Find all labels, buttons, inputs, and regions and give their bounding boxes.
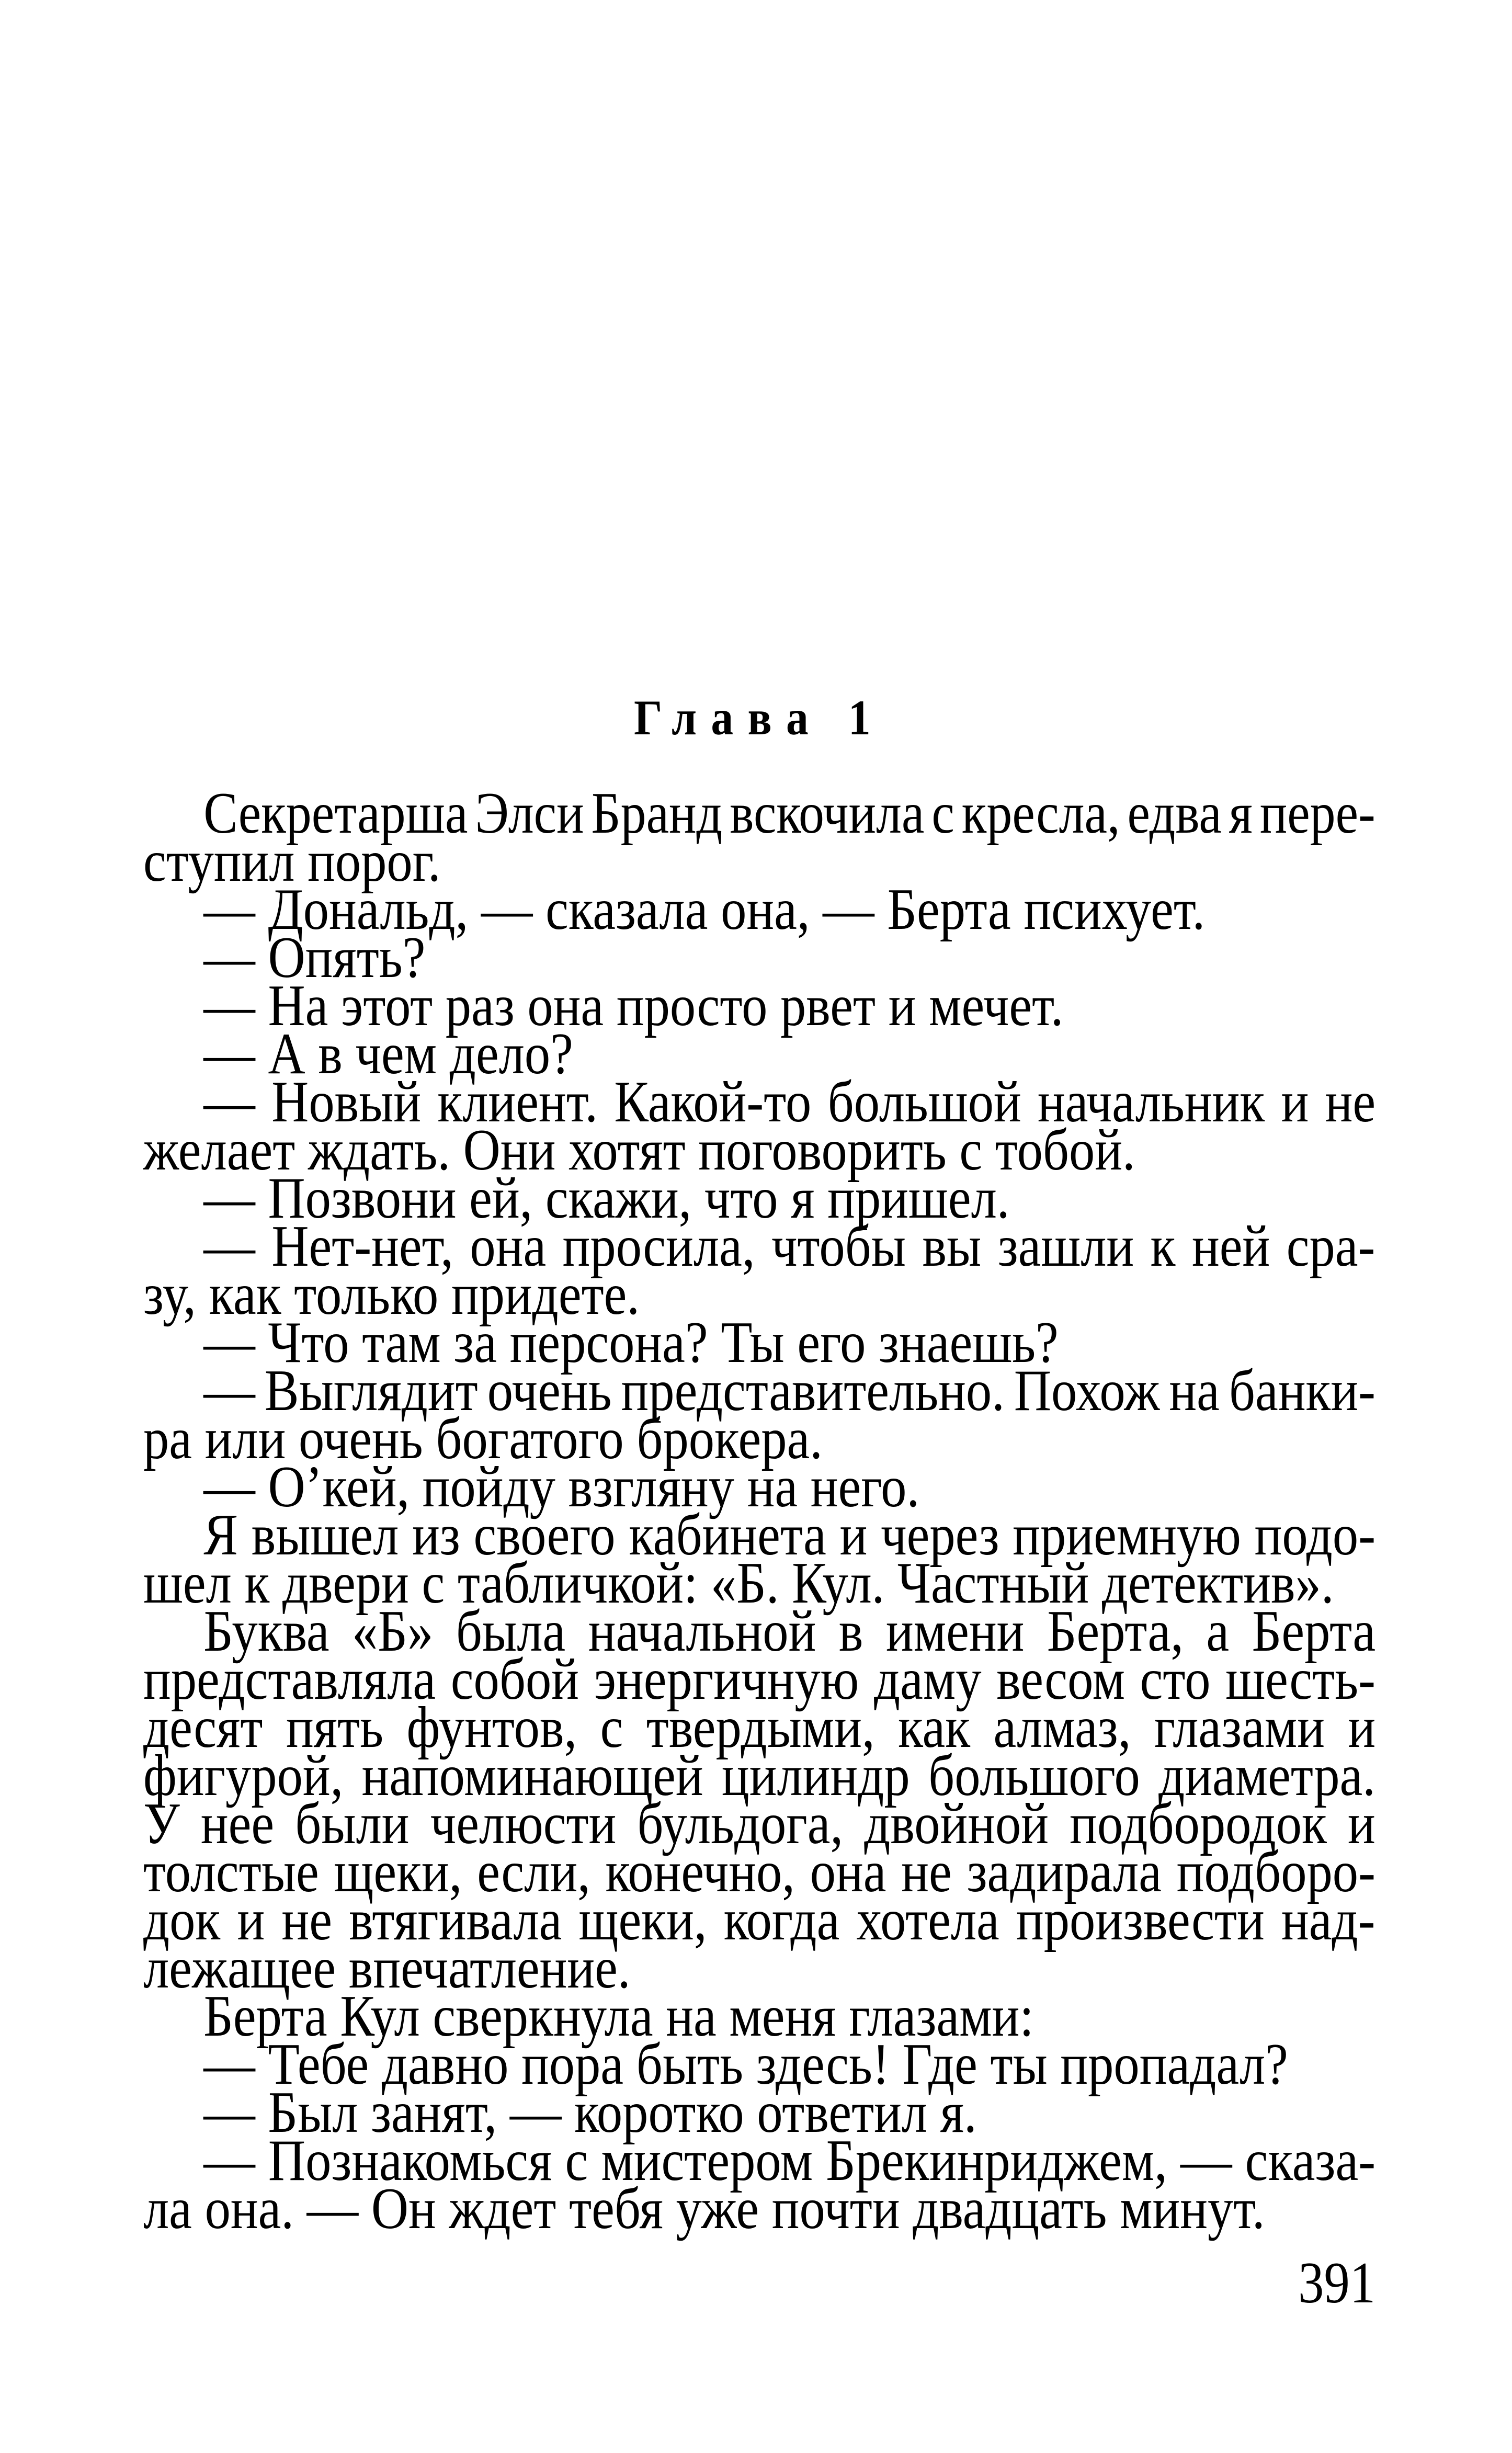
text-line: представляла собой энергичную даму весом сто шесть-: [143, 1647, 1375, 1712]
text-line: толстые щеки, если, конечно, она не задирала подборо-: [143, 1839, 1375, 1904]
text-line: зу, как только придете.: [143, 1262, 640, 1327]
text-line: Секретарша Элси Бранд вскочила с кресла, едва я пере-: [203, 781, 1375, 846]
text-line: — Тебе давно пора быть здесь! Где ты пропадал?: [203, 2032, 1288, 2097]
chapter-title: Глава 1: [633, 690, 885, 745]
paragraph: [143, 1599, 1376, 2001]
text-line: десят пять фунтов, с твердыми, как алмаз, глазами и: [143, 1695, 1376, 1760]
text-line: — На этот раз она просто рвет и мечет.: [203, 973, 1064, 1038]
text-line: шел к двери с табличкой: «Б. Кул. Частный детектив».: [143, 1551, 1334, 1616]
text-line: — Нет-нет, она просила, чтобы вы зашли к ней сра-: [203, 1214, 1375, 1279]
text-line: Буква «Б» была начальной в имени Берта, а Берта: [203, 1599, 1376, 1664]
paragraph: [143, 2128, 1376, 2241]
text-line: фигурой, напоминающей цилиндр большого диаметра.: [143, 1743, 1375, 1808]
text-line: — Что там за персона? Ты его знаешь?: [203, 1310, 1059, 1375]
text-line-row: [143, 2176, 1375, 2241]
text-line: — Позвони ей, скажи, что я пришел.: [203, 1166, 1010, 1231]
paragraph: [143, 1070, 1376, 1183]
text-line: — Познакомься с мистером Брекинриджем, — сказа-: [203, 2128, 1376, 2193]
text-line-row: [143, 781, 1375, 846]
text-line: лежащее впечатление.: [143, 1936, 631, 2001]
text-line: Берта Кул сверкнула на меня глазами:: [203, 1984, 1034, 2049]
text-line: — Выглядит очень представительно. Похож на банки-: [203, 1358, 1375, 1423]
text-line: У нее были челюсти бульдога, двойной подбородок и: [143, 1791, 1375, 1856]
page-number: 391: [1298, 2251, 1375, 2315]
paragraph: [143, 781, 1375, 894]
text-line: — Был занят, — коротко ответил я.: [203, 2080, 977, 2145]
paragraph: [143, 1214, 1375, 1327]
body-text: [143, 781, 1376, 2241]
text-line: — А в чем дело?: [203, 1021, 573, 1086]
text-line: док и не втягивала щеки, когда хотела произвести над-: [143, 1888, 1375, 1952]
text-line: — Новый клиент. Какой-то большой начальник и не: [203, 1070, 1376, 1134]
text-line: ра или очень богатого брокера.: [143, 1406, 823, 1471]
text-line: — О’кей, пойду взгляну на него.: [203, 1455, 920, 1519]
paragraph: [143, 1358, 1375, 1471]
text-line: — Дональд, — сказала она, — Берта психует.: [203, 877, 1206, 942]
text-line: ла она. — Он ждет тебя уже почти двадцать минут.: [143, 2176, 1265, 2241]
text-line: Я вышел из своего кабинета и через приемную подо-: [203, 1503, 1376, 1568]
text-line: желает ждать. Они хотят поговорить с тобой.: [143, 1118, 1135, 1183]
text-line: ступил порог.: [143, 829, 441, 894]
paragraph: [143, 1503, 1376, 1616]
text-line: — Опять?: [203, 925, 426, 990]
